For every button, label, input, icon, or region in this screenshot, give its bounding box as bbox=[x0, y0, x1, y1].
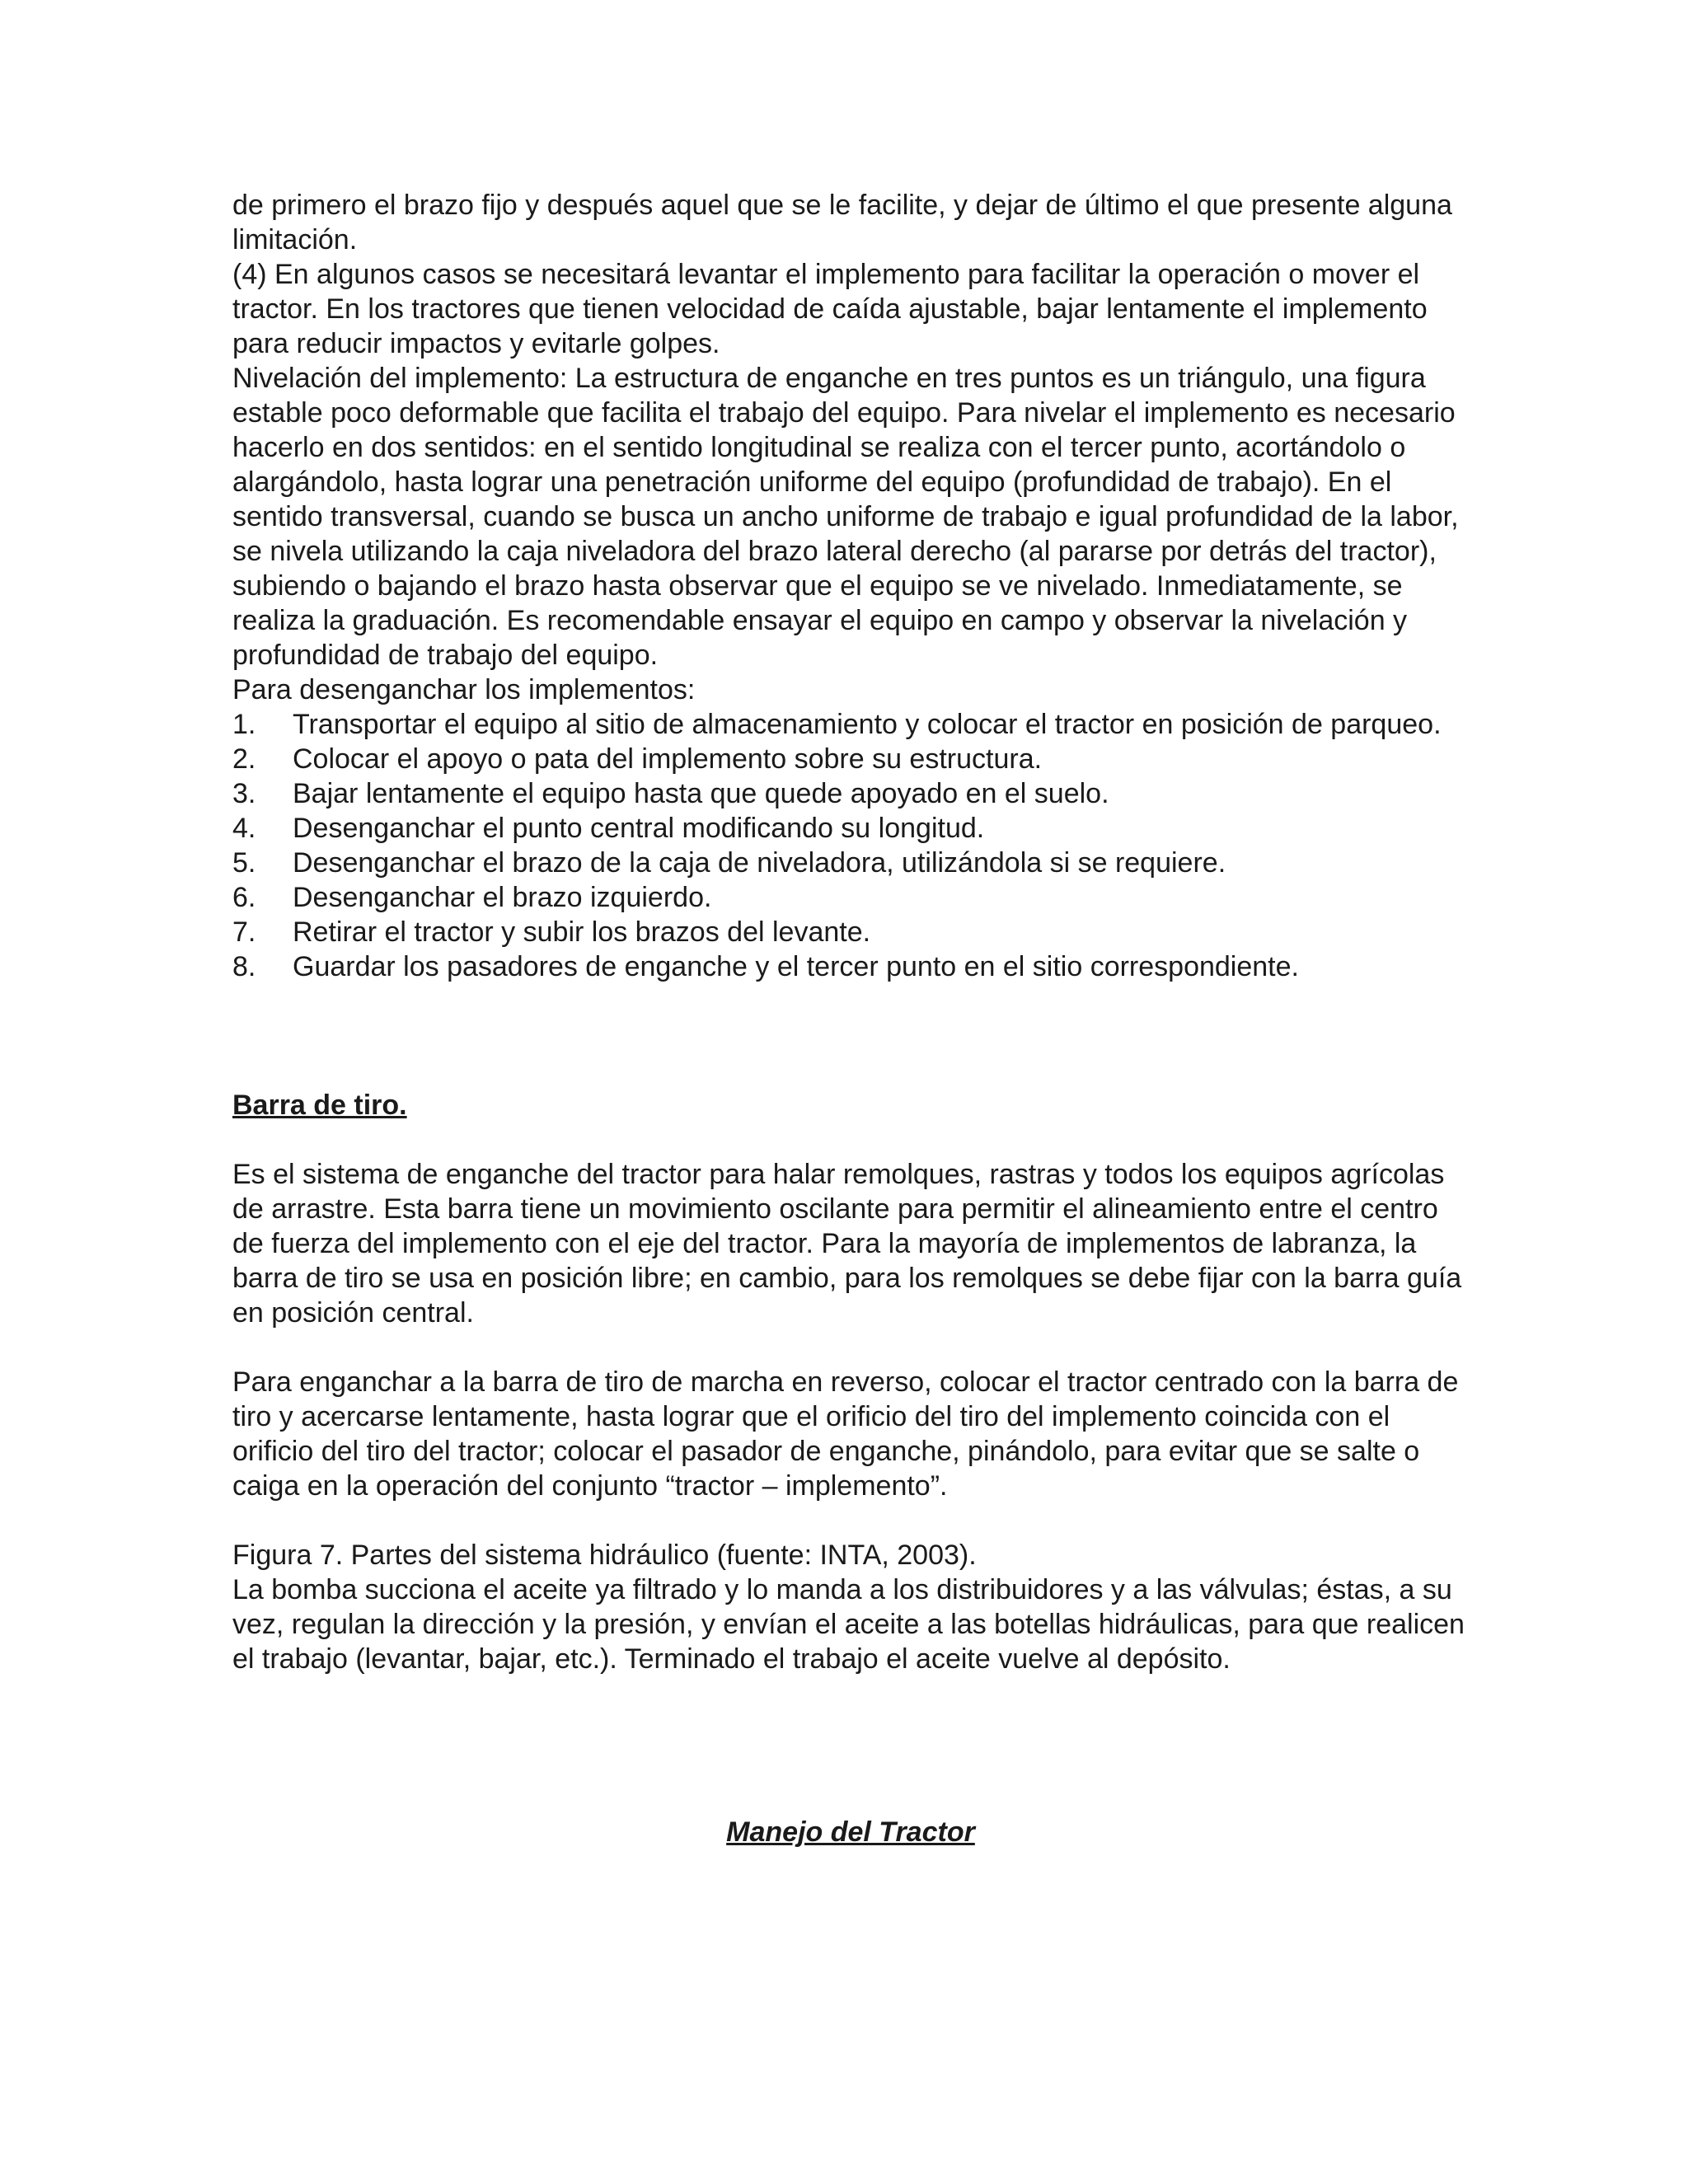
page-content bbox=[232, 188, 1469, 1849]
list-item bbox=[232, 742, 1469, 776]
list-item-number: 3. bbox=[232, 778, 256, 809]
paragraph-barra-enganchar: Para enganchar a la barra de tiro de marcha en reverso, colocar el tractor centrado con la barra de tiro y acercarse lentamente, hasta lograr que el orificio del tiro del implemento coincida con el orificio del tiro del tractor; colocar el pasador de enganche, pinándolo, para evitar que se salte o caiga en la operación del conjunto “tractor – implemento”. bbox=[232, 1366, 1459, 1502]
list-item-text: Transportar el equipo al sitio de almacenamiento y colocar el tractor en posición de parqueo. bbox=[293, 709, 1442, 740]
list-item-number: 4. bbox=[232, 813, 256, 844]
list-item-number: 5. bbox=[232, 847, 256, 879]
list-item-number: 2. bbox=[232, 743, 256, 775]
list-item-number: 7. bbox=[232, 916, 256, 948]
spacer bbox=[232, 1676, 1469, 1815]
paragraph-bomba: La bomba succiona el aceite ya filtrado y lo manda a los distribuidores y a las válvulas; éstas, a su vez, regulan la dirección y la presión, y envían el aceite a las botellas hidráulicas, para que realicen el trabajo (levantar, bajar, etc.). Terminado el trabajo el aceite vuelve al depósito. bbox=[232, 1574, 1465, 1675]
desenganchar-steps-list bbox=[232, 707, 1469, 984]
list-item-number: 1. bbox=[232, 709, 256, 740]
list-item bbox=[232, 949, 1469, 984]
list-item bbox=[232, 707, 1469, 742]
list-item bbox=[232, 776, 1469, 811]
list-item-number: 8. bbox=[232, 951, 256, 982]
spacer bbox=[232, 984, 1469, 1088]
paragraph-desenganchar-intro: Para desenganchar los implementos: bbox=[232, 674, 696, 705]
list-item bbox=[232, 880, 1469, 915]
paragraph-nivelacion: Nivelación del implemento: La estructura de enganche en tres puntos es un triángulo, una figura estable poco deformable que facilita el trabajo del equipo. Para nivelar el implemento es necesario hacerlo en dos sentidos: en el sentido longitudinal se realiza con el tercer punto, acortándolo o alargándolo, hasta lograr una penetración uniforme del equipo (profundidad de trabajo). En el sentido transversal, cuando se busca un ancho uniforme de trabajo e igual profundidad de la labor, se nivela utilizando la caja niveladora del brazo lateral derecho (al pararse por detrás del tractor), subiendo o bajando el brazo hasta observar que el equipo se ve nivelado. Inmediatamente, se realiza la graduación. Es recomendable ensayar el equipo en campo y observar la nivelación y profundidad de trabajo del equipo. bbox=[232, 363, 1459, 671]
list-item bbox=[232, 846, 1469, 880]
paragraph-step-4-note: (4) En algunos casos se necesitará levantar el implemento para facilitar la operación o mover el tractor. En los tractores que tienen velocidad de caída ajustable, bajar lentamente el implemento para reducir impactos y evitarle golpes. bbox=[232, 259, 1428, 359]
list-item-text: Desenganchar el punto central modificando su longitud. bbox=[293, 813, 985, 844]
figure-caption: Figura 7. Partes del sistema hidráulico (fuente: INTA, 2003). bbox=[232, 1540, 977, 1571]
list-item bbox=[232, 811, 1469, 846]
list-item bbox=[232, 915, 1469, 949]
paragraph-barra-description: Es el sistema de enganche del tractor para halar remolques, rastras y todos los equipos agrícolas de arrastre. Esta barra tiene un movimiento oscilante para permitir el alineamiento entre el centro de fuerza del implemento con el eje del tractor. Para la mayoría de implementos de labranza, la barra de tiro se usa en posición libre; en cambio, para los remolques se debe fijar con la barra guía en posición central. bbox=[232, 1159, 1462, 1329]
list-item-text: Retirar el tractor y subir los brazos del levante. bbox=[293, 916, 871, 948]
spacer bbox=[232, 1122, 1469, 1157]
spacer bbox=[232, 1503, 1469, 1538]
list-item-number: 6. bbox=[232, 882, 256, 913]
section-title-manejo-del-tractor: Manejo del Tractor bbox=[726, 1816, 975, 1848]
list-item-text: Guardar los pasadores de enganche y el tercer punto en el sitio correspondiente. bbox=[293, 951, 1299, 982]
list-item-text: Colocar el apoyo o pata del implemento sobre su estructura. bbox=[293, 743, 1043, 775]
spacer bbox=[232, 1330, 1469, 1365]
paragraph-continuation: de primero el brazo fijo y después aquel que se le facilite, y dejar de último el que presente alguna limitación. bbox=[232, 190, 1452, 255]
list-item-text: Desenganchar el brazo de la caja de niveladora, utilizándola si se requiere. bbox=[293, 847, 1226, 879]
section-title-barra-de-tiro: Barra de tiro. bbox=[232, 1090, 407, 1121]
list-item-text: Bajar lentamente el equipo hasta que quede apoyado en el suelo. bbox=[293, 778, 1109, 809]
list-item-text: Desenganchar el brazo izquierdo. bbox=[293, 882, 712, 913]
